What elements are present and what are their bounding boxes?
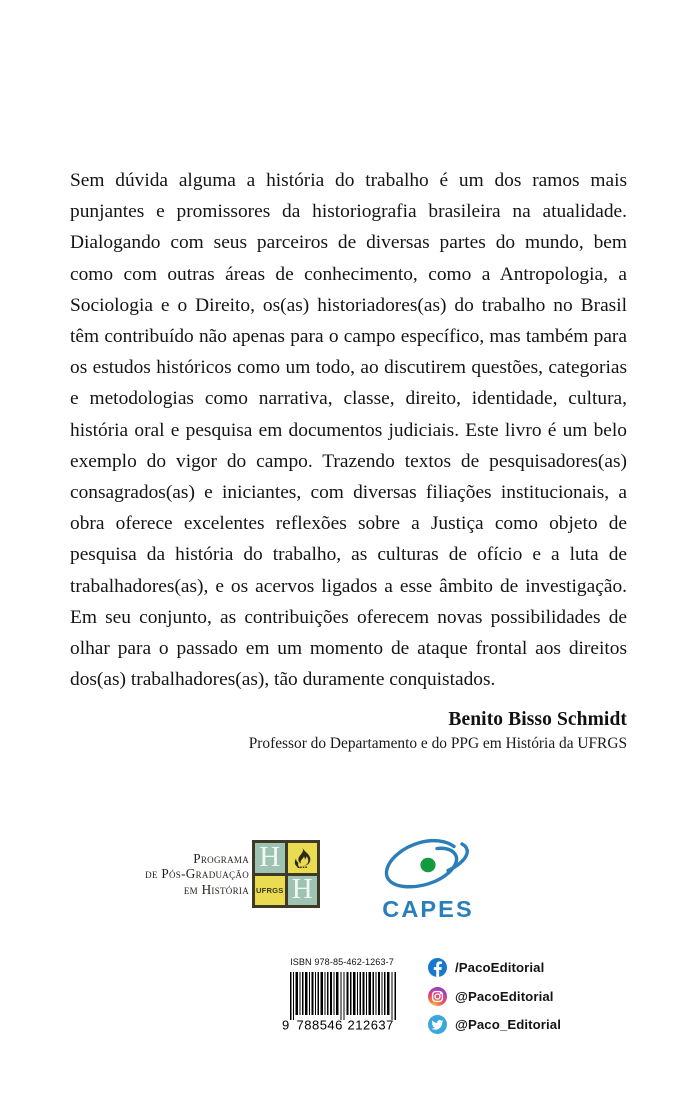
social-link-twitter[interactable] [428,1012,628,1037]
ppg-logo-text [145,851,252,898]
barcode-group-1: 788546 [296,1017,343,1032]
ufrgs-quadrant-top-left [255,843,285,873]
ufrgs-letter-h-top: H [259,843,281,873]
attribution-author: Benito Bisso Schmidt [448,709,627,730]
attribution-block [70,707,627,755]
blurb-paragraph: Sem dúvida alguma a história do trabalho é um dos ramos mais punjantes e promissores da historiografia brasileira na atualidade. Dialogando com seus parceiros de diversas partes do mundo, bem como com outras áreas de conhecimento, como a Antropologia, a Sociologia e o Direito, os(as) historiadores(as) do trabalho no Brasil têm contribuído não apenas para o campo específico, mas também para os estudos históricos como um todo, ao discutirem questões, categorias e metodologias como narrativa, classe, direito, identidade, cultura, história oral e pesquisa em documentos judiciais. Este livro é um belo exemplo do vigor do campo. Trazendo textos de pesquisadores(as) consagrados(as) e iniciantes, com diversas filiações institucionais, a obra oferece excelentes reflexões sobre a Justiça como objeto de pesquisa da história do trabalho, as culturas de ofício e a luta de trabalhadores(as), e os acervos ligados a esse âmbito de investigação. Em seu conjunto, as contribuições oferecem novas possibilidades de olhar para o passado em um momento de ataque frontal aos direitos dos(as) trabalhadores(as), tão duramente conquistados. [70,170,627,691]
instagram-icon[interactable] [428,987,447,1006]
capes-wordmark: CAPES [382,896,474,922]
twitter-handle[interactable]: @Paco_Editorial [455,1017,561,1032]
attribution-role: Professor do Departamento e do PPG em História da UFRGS [248,735,627,752]
barcode-group-2: 212637 [347,1017,394,1032]
ppg-logo-line-1: Programa [193,850,249,866]
logo-strip [0,833,697,933]
capes-logo [376,837,480,923]
capes-green-dot [420,858,435,872]
twitter-icon[interactable] [428,1015,447,1034]
capes-swirl-icon [376,837,480,895]
isbn-label: ISBN 978-85-462-1263-7 [290,957,394,967]
ufrgs-quadrant-bottom-left [255,876,285,906]
barcode-left-digit: 9 [282,1017,290,1032]
facebook-icon[interactable] [428,958,447,977]
ufrgs-wordmark: UFRGS [255,885,284,895]
ppg-historia-ufrgs-logo [134,833,320,915]
ufrgs-logo-grid [252,840,320,908]
ufrgs-quadrant-top-right [288,843,318,873]
social-link-facebook[interactable] [428,955,628,980]
flame-icon [289,845,315,871]
social-links [428,955,628,1041]
ufrgs-quadrant-bottom-right [288,876,318,906]
facebook-handle[interactable]: /PacoEditorial [455,960,545,975]
ppg-logo-line-3: em História [183,881,249,897]
instagram-handle[interactable]: @PacoEditorial [455,988,554,1004]
ufrgs-letter-h-bottom: H [291,875,313,905]
ppg-logo-line-2: de Pós-Graduação [145,866,249,882]
social-link-instagram[interactable] [428,984,628,1009]
isbn-block [281,957,403,1032]
barcode-ean13 [281,970,403,1032]
